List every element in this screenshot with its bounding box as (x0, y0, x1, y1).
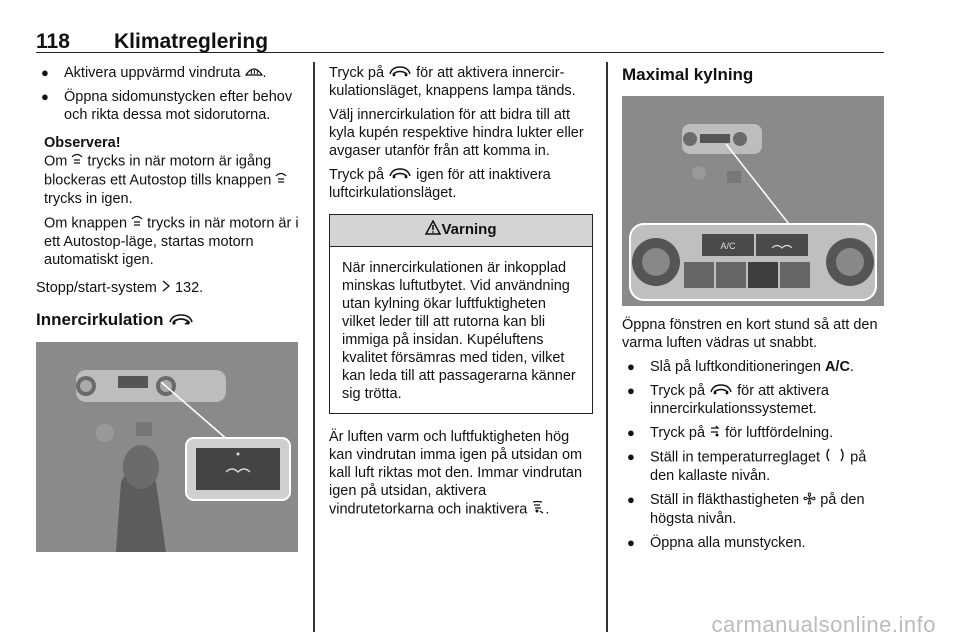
climate-control-panel-photo (622, 96, 884, 306)
max-defrost-icon (131, 214, 143, 233)
paragraph: Öppna fönstren en kort stund så att den varma luften vädras ut snabbt. (622, 317, 878, 351)
cross-reference: Stopp/start-system 132. (36, 280, 204, 297)
column-3 (622, 64, 886, 558)
warning-text: När innercirkulationen är inkopplad minskas luftutbytet. Vid användning utan kylning ökar luftfuktigheten vilket leder till att rutorna kan bli immiga på insidan. Kupéluftens kvalitet försämras med tiden, vilket kan leda till att passagerarna känner sig trötta. (342, 260, 576, 403)
column-divider (606, 62, 608, 632)
recirculation-button-photo (36, 342, 298, 552)
paragraph: Är luften varm och luftfuktigheten hög kan vindrutan imma igen på utsidan om kall luft riktas mot den. Immar vindrutan igen på utsidan, aktivera vindrutetorkarna och inaktivera . (329, 429, 583, 518)
ac-button-label: A/C (720, 241, 736, 251)
note-paragraph: Om knappen trycks in när motorn är i ett Autostop-läge, startas motorn automatiskt igen. (44, 215, 299, 269)
page-reference-icon (161, 279, 171, 297)
warning-box (329, 214, 593, 414)
column-divider (313, 62, 315, 632)
paragraph: Tryck på för att aktivera innercirkulationsläget, knappens lampa tänds. (329, 65, 576, 100)
recirculation-icon (388, 64, 412, 82)
recirculation-icon (388, 166, 412, 184)
air-distribution-icon (709, 424, 721, 442)
paragraph: Tryck på igen för att inaktivera luftcirkulationsläget. (329, 167, 551, 202)
list-item: ● Öppna alla munstycken. (622, 534, 886, 552)
list-item: ● Tryck på för att aktivera innercirkulationssystemet. (622, 382, 886, 418)
page-title: Klimatreglering (114, 30, 269, 53)
list-item: ● Slå på luftkonditioneringen A/C. (622, 358, 886, 376)
section-heading: Maximal kylning (622, 65, 754, 84)
list-item: ● Ställ in fläkthastigheten på den högsta nivån. (622, 491, 886, 527)
note-title: Observera! (44, 135, 121, 152)
recirculation-icon (168, 312, 194, 330)
fan-icon (803, 492, 816, 510)
warning-header: Varning (330, 215, 592, 247)
max-defrost-icon (275, 171, 287, 190)
page-number: 118 (36, 30, 70, 53)
list-item: ● Öppna sidomunstycken efter behov och rikta dessa mot sidorutorna. (36, 88, 300, 124)
list-item: ● Ställ in temperaturreglaget på den kallaste nivån. (622, 448, 886, 485)
warning-triangle-icon (425, 220, 441, 240)
column-2 (329, 64, 593, 525)
page-header (36, 30, 884, 53)
paragraph: Välj innercirkulation för att bidra till att kyla kupén respektive hindra lukter eller avgaser utanför från att komma in. (329, 107, 584, 160)
temperature-control-icon (824, 448, 846, 467)
note (36, 134, 300, 269)
column-1 (36, 64, 300, 552)
max-defrost-icon (71, 152, 83, 171)
heated-windscreen-icon (245, 64, 263, 82)
watermark: carmanualsonline.info (711, 612, 936, 637)
section-heading: Innercirkulation (36, 311, 300, 330)
recirculation-icon (709, 382, 733, 400)
list-item: ● Aktivera uppvärmd vindruta . (36, 64, 300, 82)
note-paragraph: Om trycks in när motorn är igång blockeras ett Autostop tills knappen trycks in igen. (44, 152, 300, 208)
air-distribution-windscreen-icon (531, 500, 545, 519)
list-item: ● Tryck på för luftfördelning. (622, 424, 886, 442)
